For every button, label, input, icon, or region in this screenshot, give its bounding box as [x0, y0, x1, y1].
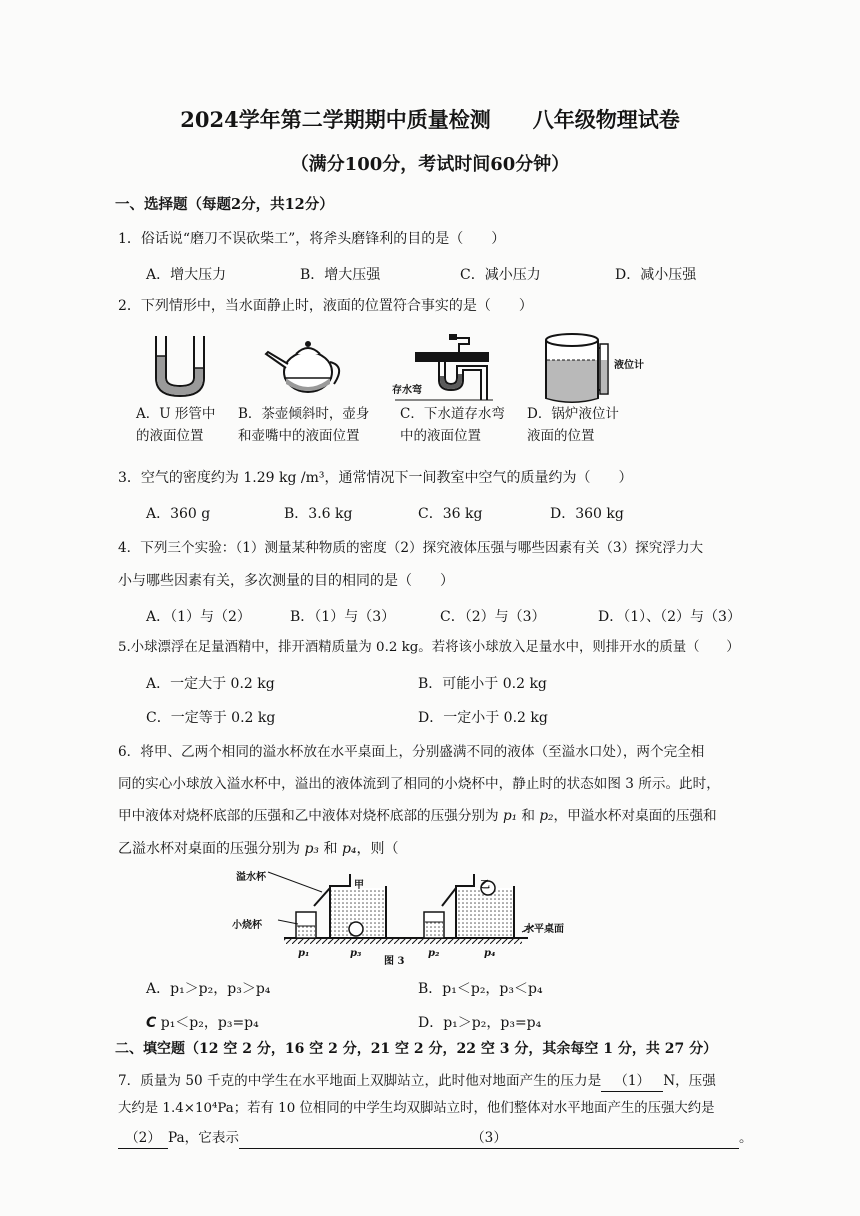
- question-2-option-c: [400, 403, 530, 447]
- fig-p1-label: p₁: [298, 948, 310, 959]
- question-1-option-c: C．减小压力: [460, 267, 541, 283]
- question-4-option-b: B．（1）与（3）: [290, 609, 396, 625]
- question-7-line1: [118, 1071, 716, 1092]
- question-4-stem-line2: 小与哪些因素有关，多次测量的目的相同的是（ ）: [118, 573, 454, 589]
- figure-3-caption: 图 3: [384, 956, 405, 967]
- question-5-option-c: C．一定等于 0.2 kg: [146, 710, 276, 726]
- table-label: 水平桌面: [524, 924, 564, 935]
- section-heading-choice: 一、选择题（每题2分，共12分）: [115, 196, 334, 213]
- question-2-stem: 2．下列情形中，当水面静止时，液面的位置符合事实的是（ ）: [118, 298, 533, 314]
- question-6-line3-and: 和: [517, 808, 540, 824]
- question-6-stem-line1: 6．将甲、乙两个相同的溢水杯放在水平桌面上，分别盛满不同的液体（至溢水口处），两个完全相: [118, 744, 705, 760]
- question-1-option-d: D．减小压强: [615, 267, 697, 283]
- question-6-line4-and: 和: [319, 841, 342, 857]
- question-4-stem-line1: 4．下列三个实验：（1）测量某种物质的密度（2）探究液体压强与哪些因素有关（3）探究浮力大: [118, 540, 704, 556]
- p1-symbol: p₁: [502, 808, 518, 824]
- handwritten-answer-mark: C: [146, 1015, 157, 1031]
- section-heading-fill-blank: 二、填空题（12 空 2 分，16 空 2 分，21 空 2 分，22 空 3 分，其余每空 1 分，共 27 分）: [115, 1041, 718, 1057]
- question-7-line3: [118, 1128, 753, 1149]
- question-2-option-d-line2: 液面的位置: [527, 428, 595, 444]
- question-4-option-a: A．（1）与（2）: [146, 609, 251, 625]
- question-2-option-a-line2: 的液面位置: [136, 428, 204, 444]
- question-1-option-b: B．增大压强: [300, 267, 381, 283]
- question-6-option-a: A．p₁＞p₂，p₃＞p₄: [146, 981, 271, 997]
- question-5-stem: 5.小球漂浮在足量酒精中，排开酒精质量为 0.2 kg。若将该小球放入足量水中，则排开水的质量（ ）: [118, 640, 740, 655]
- boiler-level-gauge-figure: [540, 330, 614, 406]
- question-7-line2: 大约是 1.4×10⁴Pa；若有 10 位相同的中学生均双脚站立时，他们整体对水平地面产生的压强大约是: [118, 1101, 715, 1116]
- question-2-option-a: [136, 403, 236, 447]
- overflow-cup-label: 溢水杯: [236, 872, 266, 883]
- question-5-option-d: D．一定小于 0.2 kg: [418, 710, 548, 726]
- question-2-option-c-line1: C．下水道存水弯: [400, 406, 505, 422]
- question-6-line4-part2: ，则（: [356, 841, 399, 857]
- question-6-line4-part1: 乙溢水杯对桌面的压强分别为: [118, 841, 305, 857]
- question-2-option-c-line2: 中的液面位置: [400, 428, 481, 444]
- u-tube-figure: [148, 332, 212, 402]
- cup-jia-label: 甲: [354, 880, 364, 891]
- question-4-option-d: D．（1）、（2）与（3）: [598, 609, 741, 625]
- fig-p2-label: p₂: [428, 948, 440, 959]
- question-1-option-a: A．增大压力: [146, 267, 227, 283]
- question-2-option-b-line1: B．茶壶倾斜时，壶身: [238, 406, 370, 422]
- question-6-option-c-text: p₁＜p₂，p₃=p₄: [160, 1015, 259, 1031]
- question-6-stem-line2: 同的实心小球放入溢水杯中，溢出的液体流到了相同的小烧杯中，静止时的状态如图 3 所示。此时，: [118, 776, 720, 792]
- question-7-line1-unit: N，压强: [663, 1073, 716, 1089]
- question-3-option-c: C．36 kg: [418, 506, 483, 522]
- small-beaker-label: 小烧杯: [232, 920, 262, 931]
- question-6-line3-part1: 甲中液体对烧杯底部的压强和乙中液体对烧杯底部的压强分别为: [118, 808, 503, 824]
- question-6-stem-line3: [118, 806, 717, 826]
- question-3-option-d: D．360 kg: [550, 506, 624, 522]
- question-2-option-a-line1: A．U 形管中: [136, 406, 216, 422]
- exam-subtitle: （满分100分，考试时间60分钟）: [290, 154, 570, 175]
- fig-p4-label: p₄: [484, 948, 496, 959]
- question-3-stem: 3．空气的密度约为 1.29 kg /m³，通常情况下一间教室中空气的质量约为（ ）: [118, 470, 633, 486]
- question-7-line1-text: 7．质量为 50 千克的中学生在水平地面上双脚站立，此时他对地面产生的压力是: [118, 1073, 602, 1089]
- cup-yi-label: 乙: [480, 880, 490, 891]
- question-6-option-c: [146, 1012, 259, 1032]
- exam-title: 2024学年第二学期期中质量检测 八年级物理试卷: [180, 107, 680, 132]
- question-4-option-c: C．（2）与（3）: [440, 609, 546, 625]
- teapot-figure: [262, 332, 348, 402]
- p2-symbol: p₂: [539, 808, 554, 824]
- question-2-option-b-line2: 和壶嘴中的液面位置: [238, 428, 360, 444]
- question-2-option-d-line1: D．锅炉液位计: [527, 406, 619, 422]
- question-5-option-b: B．可能小于 0.2 kg: [418, 676, 547, 692]
- question-6-stem-line4: [118, 839, 399, 859]
- question-7-line3-text: Pa，它表示: [168, 1130, 240, 1146]
- question-3-option-b: B．3.6 kg: [284, 506, 353, 522]
- question-6-option-d: D．p₁＞p₂，p₃=p₄: [418, 1015, 542, 1031]
- p3-symbol: p₃: [304, 841, 320, 857]
- blank-2[interactable]: （2）: [118, 1128, 168, 1149]
- question-6-line3-part2: ，甲溢水杯对桌面的压强和: [553, 808, 717, 824]
- question-5-option-a: A．一定大于 0.2 kg: [146, 676, 275, 692]
- question-1-stem: 1．俗话说“磨刀不误砍柴工”，将斧头磨锋利的目的是（ ）: [118, 231, 506, 247]
- question-6-option-b: B．p₁＜p₂，p₃＜p₄: [418, 981, 543, 997]
- fig-p3-label: p₃: [350, 948, 362, 959]
- question-2-option-d: [527, 403, 657, 447]
- question-2-option-b: [238, 403, 388, 447]
- level-gauge-label: 液位计: [614, 360, 644, 371]
- p4-symbol: p₄: [341, 841, 357, 857]
- question-7-line3-end: 。: [739, 1130, 753, 1146]
- question-3-option-a: A．360 g: [146, 506, 211, 522]
- blank-3[interactable]: （3）: [239, 1128, 739, 1149]
- blank-1[interactable]: （1）: [601, 1071, 663, 1092]
- drain-trap-label: 存水弯: [392, 385, 422, 396]
